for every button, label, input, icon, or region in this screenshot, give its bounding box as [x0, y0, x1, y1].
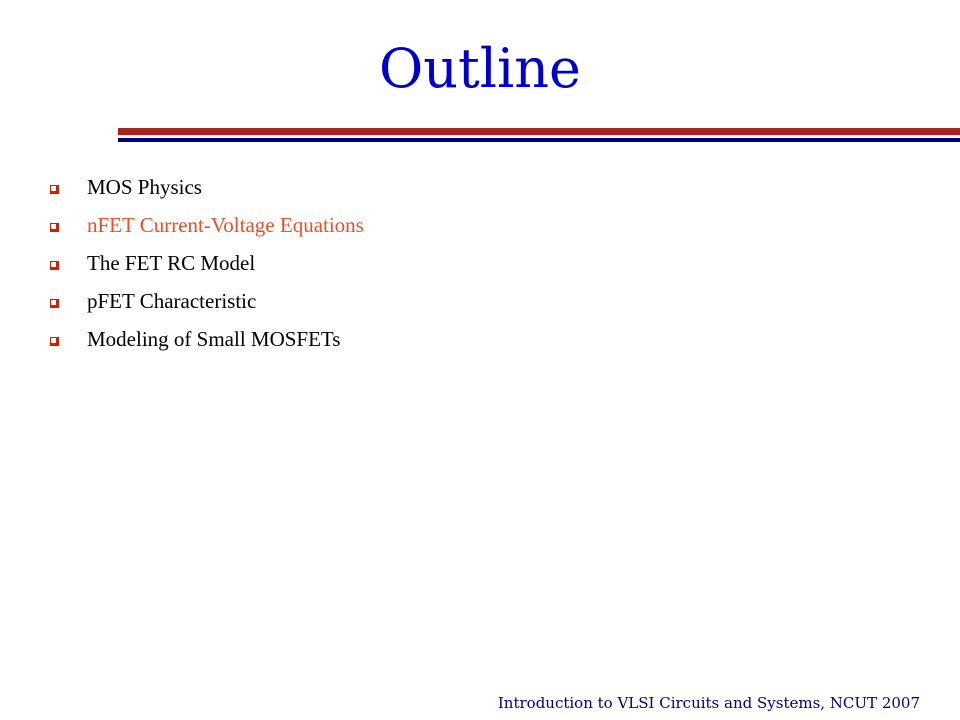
square-bullet-icon: [50, 337, 59, 346]
bullet-list: [50, 168, 364, 358]
bullet-item: [50, 320, 364, 358]
bullet-item: [50, 282, 364, 320]
square-bullet-icon: [50, 223, 59, 232]
bullet-text: nFET Current-Voltage Equations: [87, 212, 364, 237]
square-bullet-icon: [50, 261, 59, 270]
slide-title: Outline: [378, 37, 582, 100]
bullet-item: [50, 168, 364, 206]
square-bullet-icon: [50, 185, 59, 194]
bullet-text: pFET Characteristic: [87, 288, 257, 313]
title-divider-red: [118, 128, 960, 135]
bullet-item: [50, 206, 364, 244]
bullet-text: Modeling of Small MOSFETs: [87, 326, 341, 351]
title-divider-blue: [118, 138, 960, 142]
bullet-item: [50, 244, 364, 282]
slide-footer: Introduction to VLSI Circuits and Systems, NCUT 2007: [497, 694, 920, 712]
bullet-text: MOS Physics: [87, 174, 202, 199]
square-bullet-icon: [50, 299, 59, 308]
bullet-text: The FET RC Model: [87, 250, 256, 275]
